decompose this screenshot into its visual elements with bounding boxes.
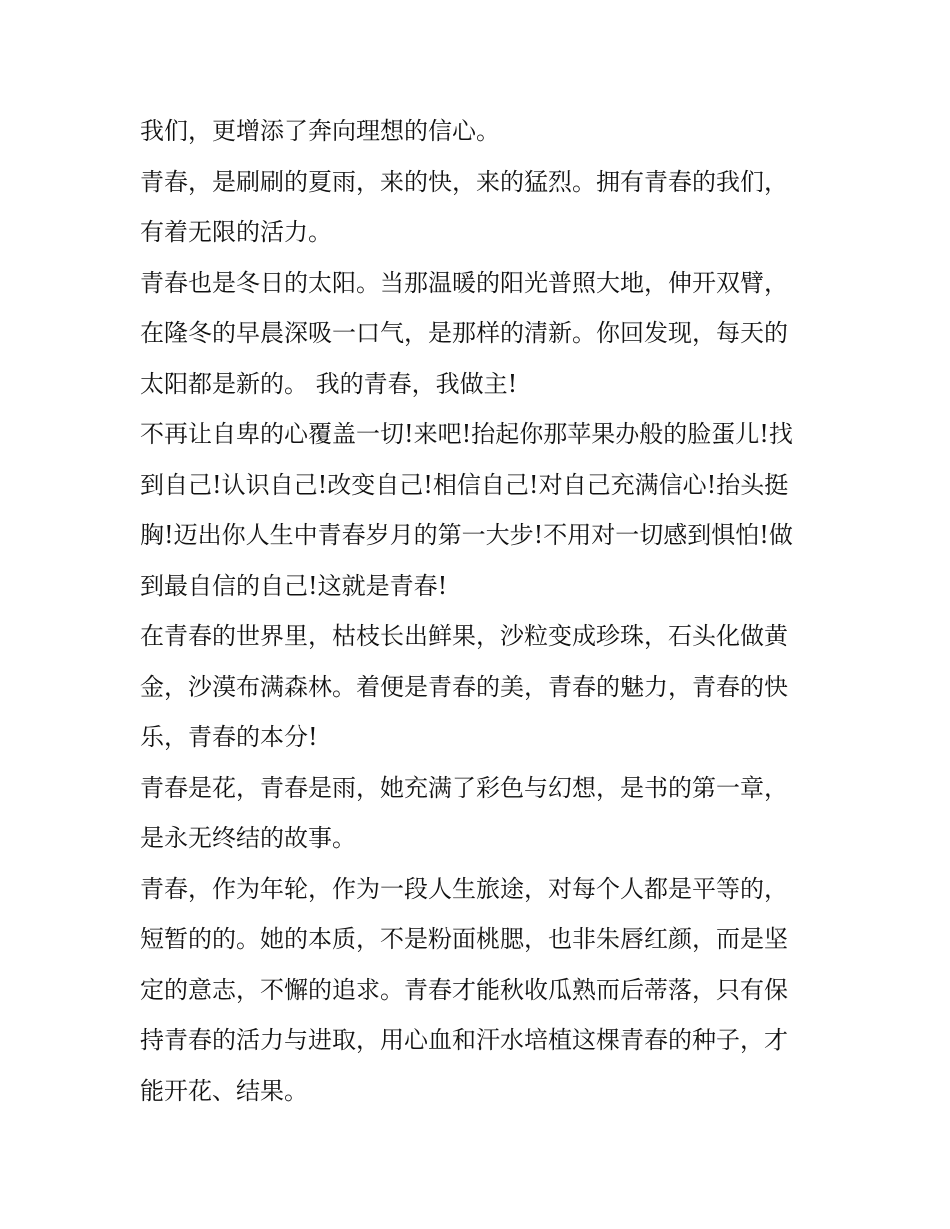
paragraph: 青春，是刷刷的夏雨，来的快，来的猛烈。拥有青春的我们， 有着无限的活力。 <box>140 167 788 246</box>
paragraph: 不再让自卑的心覆盖一切!来吧!抬起你那苹果办般的脸蛋儿!找 到自己!认识自己!改变自己!相信自己!对自己充满信心!抬头挺 胸!迈出你人生中青春岁月的第一大步!不用对一切感到惧怕!做 到最自信的自己!这就是青春! <box>140 420 793 600</box>
paragraph: 青春是花，青春是雨，她充满了彩色与幻想，是书的第一章， 是永无终结的故事。 <box>140 773 788 852</box>
document-body <box>140 106 815 1116</box>
paragraph: 我们，更增添了奔向理想的信心。 <box>140 117 500 145</box>
paragraph: 青春也是冬日的太阳。当那温暖的阳光普照大地，伸开双臂， 在隆冬的早晨深吸一口气，是那样的清新。你回发现，每天的 太阳都是新的。 我的青春，我做主! <box>140 268 788 398</box>
paragraph: 在青春的世界里，枯枝长出鲜果，沙粒变成珍珠，石头化做黄 金，沙漠布满森林。着便是青春的美，青春的魅力，青春的快 乐，青春的本分! <box>140 622 788 751</box>
paragraph: 青春，作为年轮，作为一段人生旅途，对每个人都是平等的， 短暂的的。她的本质，不是粉面桃腮，也非朱唇红颜，而是坚 定的意志，不懈的追求。青春才能秋收瓜熟而后蒂落，只有保 持青春的活力与进取，用心血和汗水培植这棵青春的种子，才 能开花、结果。 <box>140 874 788 1105</box>
